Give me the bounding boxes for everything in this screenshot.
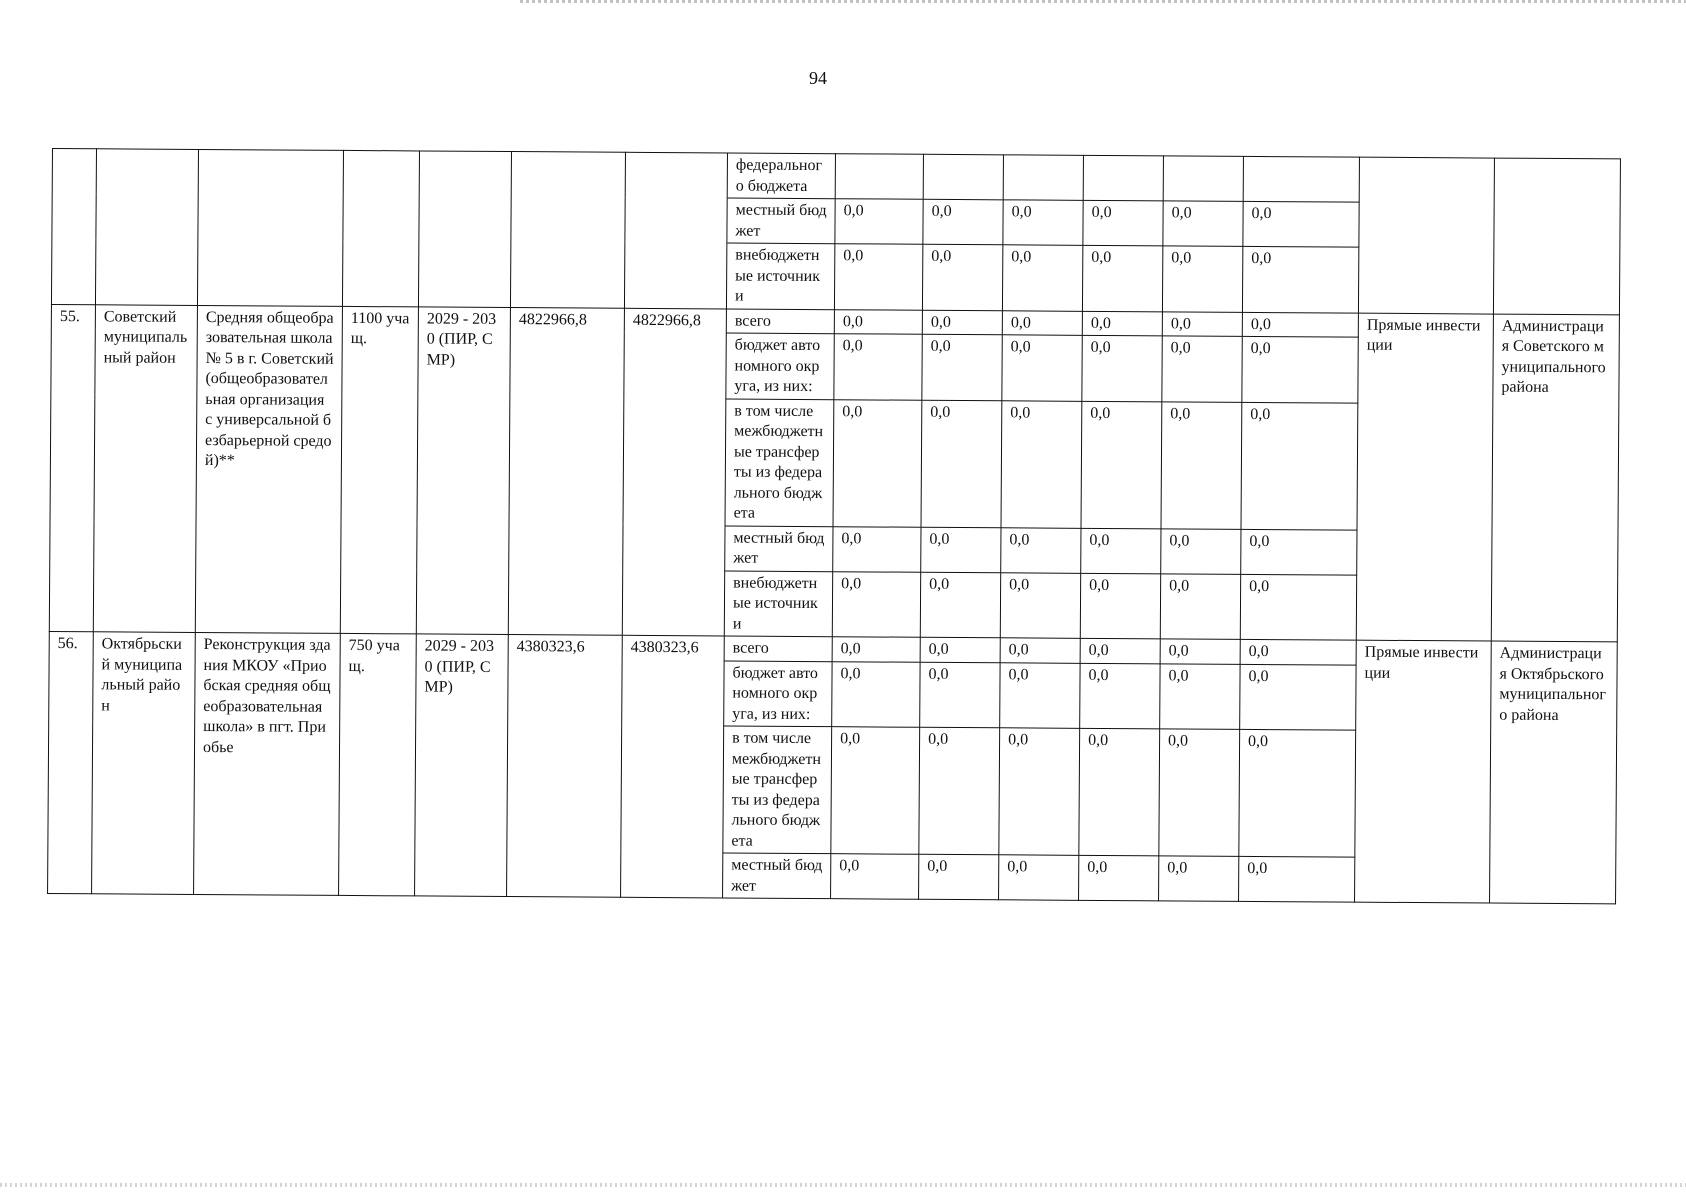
value-cell: 0,0 [833, 526, 921, 572]
value-cell: 0,0 [1159, 856, 1239, 902]
value-cell: 0,0 [1162, 246, 1242, 312]
cost-remaining-cell [625, 152, 727, 198]
value-cell: 0,0 [1080, 663, 1160, 729]
value-cell: 0,0 [919, 854, 999, 900]
value-cell [1243, 156, 1359, 202]
source-label: всего [726, 308, 834, 333]
row-number: 56. [48, 631, 94, 893]
municipality-cell: Советский муниципальный район [93, 304, 197, 632]
value-cell: 0,0 [1240, 574, 1356, 640]
source-label: в том числе межбюджетные трансферты из федерального бюджета [725, 398, 834, 526]
scan-edge-top [520, 0, 1686, 3]
value-cell: 0,0 [1162, 311, 1242, 336]
value-cell [923, 154, 1003, 200]
value-cell [835, 154, 923, 200]
cost-remaining-cell: 4380323,6 [621, 635, 725, 898]
value-cell: 0,0 [1082, 311, 1162, 336]
value-cell: 0,0 [1001, 527, 1081, 573]
capacity-cell [343, 150, 419, 196]
value-cell: 0,0 [1000, 572, 1080, 638]
value-cell: 0,0 [1001, 400, 1082, 528]
value-cell: 0,0 [1243, 201, 1359, 247]
value-cell: 0,0 [1079, 728, 1160, 856]
value-cell: 0,0 [833, 399, 922, 527]
value-cell: 0,0 [1241, 529, 1357, 575]
investment-table [47, 148, 1621, 904]
value-cell: 0,0 [1242, 246, 1358, 312]
source-label: местный бюджет [727, 198, 835, 244]
cost-remaining-cell: 4822966,8 [622, 308, 726, 636]
value-cell: 0,0 [832, 571, 920, 637]
value-cell: 0,0 [923, 199, 1003, 245]
value-cell: 0,0 [1079, 855, 1159, 901]
value-cell: 0,0 [919, 727, 1000, 855]
value-cell: 0,0 [1159, 729, 1240, 857]
value-cell: 0,0 [1163, 201, 1243, 247]
value-cell: 0,0 [1080, 638, 1160, 663]
value-cell: 0,0 [1240, 639, 1356, 664]
object-cell: Средняя общеобразовательная школа № 5 в г. Советский (общеобразовательная организация с универсальной безбарьерной средой)** [195, 305, 342, 633]
value-cell: 0,0 [1162, 336, 1242, 402]
value-cell: 0,0 [1003, 200, 1083, 246]
period-cell [419, 151, 511, 197]
value-cell: 0,0 [922, 310, 1002, 335]
source-label: федерального бюджета [727, 153, 835, 199]
value-cell: 0,0 [1160, 663, 1240, 729]
value-cell: 0,0 [1082, 335, 1162, 401]
table-row [51, 239, 1619, 315]
period-cell: 2029 - 2030 (ПИР, СМР) [416, 306, 510, 634]
value-cell: 0,0 [922, 334, 1002, 400]
object-cell [198, 149, 343, 195]
cost-estimate-cell: 4380323,6 [507, 635, 623, 898]
scan-edge-bottom [0, 1183, 1686, 1187]
investment-form-cell: Прямые инвестиции [1355, 640, 1492, 903]
value-cell: 0,0 [1000, 638, 1080, 663]
period-cell: 2029 - 2030 (ПИР, СМР) [415, 634, 509, 897]
responsible-cell: Администрация Советского муниципального района [1491, 314, 1619, 642]
source-label: внебюджетные источники [724, 570, 832, 636]
value-cell: 0,0 [1160, 639, 1240, 664]
value-cell: 0,0 [1002, 245, 1082, 311]
form-cell [1359, 157, 1494, 203]
value-cell: 0,0 [1081, 401, 1162, 529]
value-cell: 0,0 [1161, 401, 1242, 529]
municipality-cell [96, 149, 198, 195]
value-cell: 0,0 [1082, 245, 1162, 311]
value-cell: 0,0 [920, 662, 1000, 728]
value-cell: 0,0 [1240, 664, 1356, 730]
value-cell: 0,0 [1242, 312, 1358, 337]
value-cell: 0,0 [835, 199, 923, 245]
capacity-cell: 750 учащ. [339, 633, 417, 895]
value-cell: 0,0 [922, 244, 1002, 310]
row-number: 55. [49, 304, 95, 632]
number-cell [52, 149, 96, 194]
value-cell: 0,0 [1000, 662, 1080, 728]
value-cell: 0,0 [1241, 402, 1358, 530]
value-cell: 0,0 [832, 661, 920, 727]
investment-form-cell: Прямые инвестиции [1356, 313, 1493, 641]
value-cell: 0,0 [1239, 729, 1356, 857]
value-cell: 0,0 [921, 527, 1001, 573]
source-label: в том числе межбюджетные трансферты из федерального бюджета [723, 726, 832, 854]
value-cell: 0,0 [1161, 528, 1241, 574]
source-label: бюджет автономного округа, из них: [726, 333, 834, 399]
object-cell: Реконструкция здания МКОУ «Приобская средняя общеобразовательная школа» в пгт. Приобье [194, 632, 341, 895]
value-cell: 0,0 [920, 572, 1000, 638]
value-cell: 0,0 [1083, 200, 1163, 246]
value-cell: 0,0 [920, 637, 1000, 662]
source-label: внебюджетные источники [726, 243, 834, 309]
value-cell: 0,0 [921, 400, 1002, 528]
value-cell [1003, 155, 1083, 201]
source-label: всего [724, 636, 832, 661]
value-cell: 0,0 [1002, 310, 1082, 335]
responsible-cell [1494, 158, 1620, 204]
municipality-cell: Октябрьский муниципальный район [92, 632, 196, 895]
value-cell [1163, 156, 1243, 202]
value-cell [1083, 155, 1163, 201]
source-label: бюджет автономного округа, из них: [724, 660, 832, 726]
source-label: местный бюджет [723, 853, 831, 899]
value-cell: 0,0 [1239, 856, 1355, 902]
value-cell: 0,0 [1081, 528, 1161, 574]
responsible-cell: Администрация Октябрьского муниципального района [1490, 641, 1618, 904]
page-number: 94 [809, 68, 827, 88]
value-cell: 0,0 [1002, 335, 1082, 401]
value-cell: 0,0 [834, 334, 922, 400]
cost-estimate-cell: 4822966,8 [508, 307, 624, 635]
value-cell: 0,0 [834, 244, 922, 310]
cost-estimate-cell [511, 152, 625, 198]
value-cell: 0,0 [1080, 573, 1160, 639]
value-cell: 0,0 [831, 727, 920, 855]
value-cell: 0,0 [1160, 573, 1240, 639]
capacity-cell: 1100 учащ. [340, 306, 418, 634]
value-cell: 0,0 [831, 854, 919, 900]
value-cell: 0,0 [1242, 336, 1358, 402]
source-label: местный бюджет [725, 525, 833, 571]
value-cell: 0,0 [999, 728, 1080, 856]
value-cell: 0,0 [999, 855, 1079, 901]
value-cell: 0,0 [832, 637, 920, 662]
value-cell: 0,0 [834, 309, 922, 334]
